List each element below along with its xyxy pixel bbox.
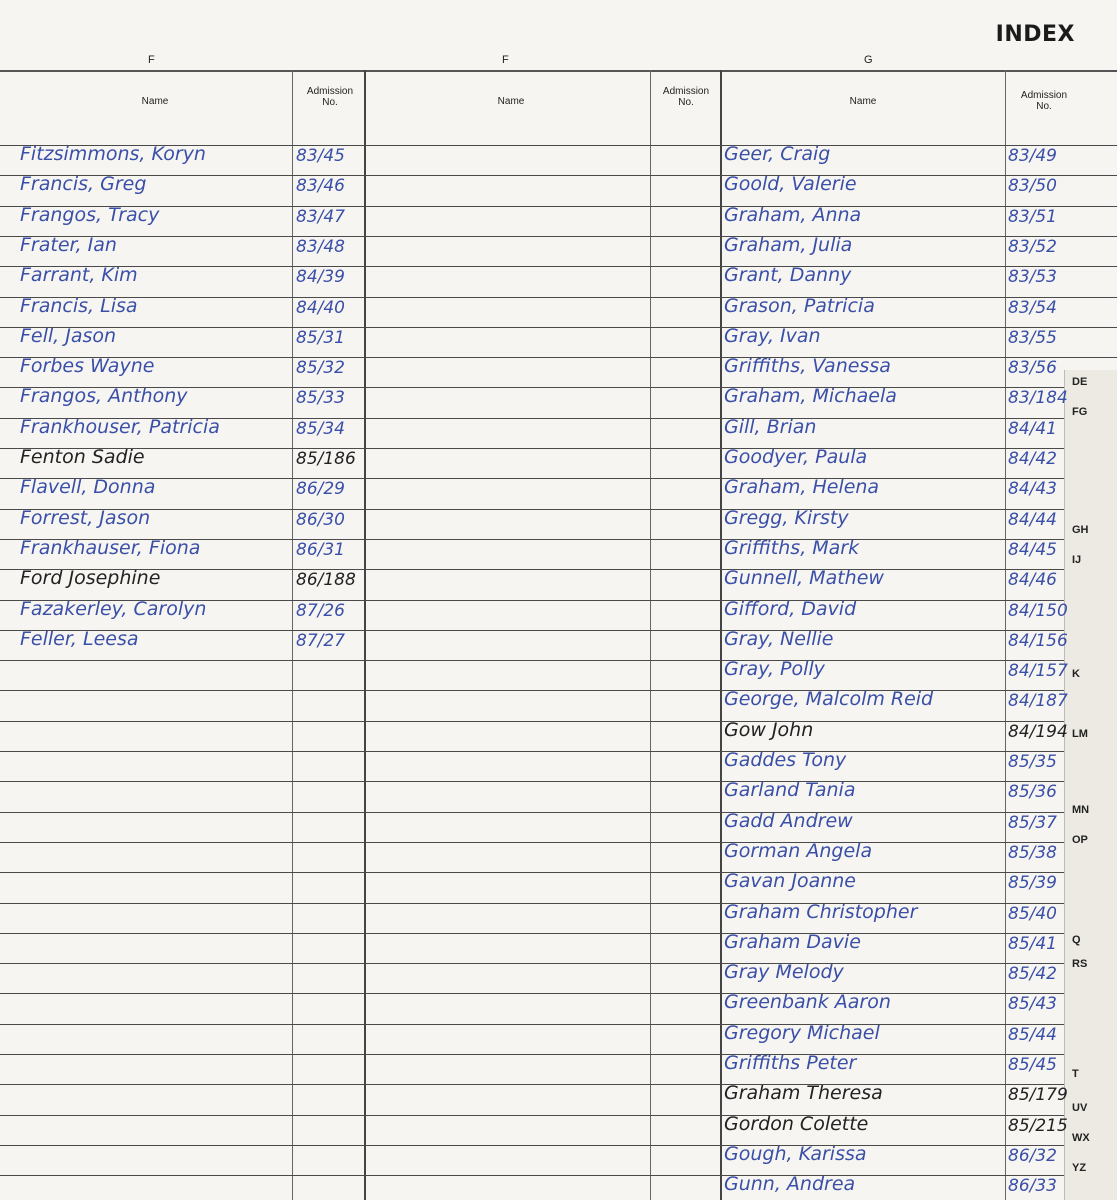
- entry-name: Gadd Andrew: [724, 810, 853, 832]
- entry-admission-number: 83/50: [1008, 176, 1057, 196]
- name-header-1: Name: [141, 96, 169, 107]
- entry-admission-number: 86/33: [1008, 1176, 1057, 1196]
- ruled-line: [0, 933, 1117, 934]
- admission-header-1: Admission No.: [306, 86, 354, 108]
- index-tab[interactable]: MN: [1072, 804, 1090, 816]
- ruled-line: [0, 1145, 1117, 1146]
- entry-name: Ford Josephine: [20, 567, 161, 589]
- entry-admission-number: 86/29: [296, 479, 345, 499]
- entry-name: Grason, Patricia: [724, 295, 875, 317]
- entry-admission-number: 85/38: [1008, 843, 1057, 863]
- ruled-line: [0, 781, 1117, 782]
- index-tab[interactable]: RS: [1072, 958, 1088, 970]
- ruled-line: [0, 1084, 1117, 1085]
- entry-name: Grant, Danny: [724, 264, 852, 286]
- entry-name: Gordon Colette: [724, 1113, 869, 1135]
- entry-name: Gough, Karissa: [724, 1143, 867, 1165]
- ruled-line: [0, 690, 1117, 691]
- entry-admission-number: 84/40: [296, 298, 345, 318]
- index-tab[interactable]: Q: [1072, 934, 1081, 946]
- ruled-line: [0, 842, 1117, 843]
- entry-admission-number: 83/52: [1008, 237, 1057, 257]
- entry-name: Fell, Jason: [20, 325, 117, 347]
- index-tab[interactable]: LM: [1072, 728, 1088, 740]
- entry-name: Griffiths, Vanessa: [724, 355, 891, 377]
- entry-admission-number: 85/37: [1008, 813, 1057, 833]
- index-tab[interactable]: FG: [1072, 406, 1088, 418]
- section-letter-3: G: [864, 54, 873, 66]
- ruled-line: [0, 812, 1117, 813]
- admission-header-2: Admission No.: [662, 86, 710, 108]
- entry-name: Fenton Sadie: [20, 446, 145, 468]
- entry-admission-number: 84/156: [1008, 631, 1068, 651]
- entry-name: George, Malcolm Reid: [724, 688, 934, 710]
- entry-name: Griffiths Peter: [724, 1052, 857, 1074]
- entry-admission-number: 84/41: [1008, 419, 1057, 439]
- entry-name: Griffiths, Mark: [724, 537, 860, 559]
- entry-admission-number: 84/150: [1008, 601, 1068, 621]
- entry-name: Francis, Greg: [20, 173, 147, 195]
- ruled-line: [0, 175, 1117, 176]
- column-divider: [720, 70, 722, 1200]
- entry-admission-number: 85/34: [296, 419, 345, 439]
- index-tab[interactable]: DE: [1072, 376, 1088, 388]
- entry-name: Forrest, Jason: [20, 507, 151, 529]
- entry-admission-number: 83/47: [296, 207, 345, 227]
- entry-admission-number: 85/39: [1008, 873, 1057, 893]
- entry-name: Graham Christopher: [724, 901, 918, 923]
- entry-admission-number: 83/51: [1008, 207, 1057, 227]
- entry-admission-number: 85/179: [1008, 1085, 1068, 1105]
- index-title: INDEX: [995, 22, 1075, 47]
- ruled-line: [0, 478, 1117, 479]
- admission-header-3: Admission No.: [1020, 90, 1068, 112]
- entry-name: Gray, Nellie: [724, 628, 834, 650]
- ruled-line: [0, 630, 1117, 631]
- entry-admission-number: 85/43: [1008, 994, 1057, 1014]
- entry-admission-number: 84/45: [1008, 540, 1057, 560]
- entry-name: Feller, Leesa: [20, 628, 139, 650]
- index-tab[interactable]: WX: [1072, 1132, 1090, 1144]
- entry-name: Frangos, Tracy: [20, 204, 160, 226]
- column-divider: [650, 70, 651, 1200]
- entry-admission-number: 83/48: [296, 237, 345, 257]
- name-header-3: Name: [849, 96, 877, 107]
- column-divider: [364, 70, 366, 1200]
- ruled-line: [0, 872, 1117, 873]
- entry-name: Greenbank Aaron: [724, 991, 891, 1013]
- entry-admission-number: 85/33: [296, 388, 345, 408]
- entry-admission-number: 84/39: [296, 267, 345, 287]
- ruled-line: [0, 327, 1117, 328]
- entry-name: Frankhouser, Patricia: [20, 416, 220, 438]
- entry-admission-number: 85/186: [296, 449, 356, 469]
- name-header-2: Name: [497, 96, 525, 107]
- entry-admission-number: 85/36: [1008, 782, 1057, 802]
- entry-name: Fazakerley, Carolyn: [20, 598, 207, 620]
- entry-admission-number: 83/46: [296, 176, 345, 196]
- ruled-line: [0, 357, 1117, 358]
- entry-name: Forbes Wayne: [20, 355, 155, 377]
- entry-admission-number: 86/188: [296, 570, 356, 590]
- entry-name: Gregg, Kirsty: [724, 507, 849, 529]
- entry-name: Gunnell, Mathew: [724, 567, 884, 589]
- column-divider: [1005, 70, 1006, 1200]
- entry-name: Gregory Michael: [724, 1022, 880, 1044]
- index-tab[interactable]: UV: [1072, 1102, 1088, 1114]
- entry-admission-number: 86/32: [1008, 1146, 1057, 1166]
- index-tab[interactable]: K: [1072, 668, 1080, 680]
- entry-admission-number: 84/194: [1008, 722, 1068, 742]
- entry-name: Gray Melody: [724, 961, 844, 983]
- index-tab[interactable]: OP: [1072, 834, 1088, 846]
- index-tab[interactable]: YZ: [1072, 1162, 1087, 1174]
- entry-name: Graham, Anna: [724, 204, 862, 226]
- entry-name: Graham, Michaela: [724, 385, 897, 407]
- index-tab[interactable]: IJ: [1072, 554, 1082, 566]
- entry-name: Graham, Julia: [724, 234, 853, 256]
- entry-name: Frankhauser, Fiona: [20, 537, 201, 559]
- entry-admission-number: 87/27: [296, 631, 345, 651]
- entry-admission-number: 85/44: [1008, 1025, 1057, 1045]
- column-divider: [292, 70, 293, 1200]
- entry-name: Graham Theresa: [724, 1082, 883, 1104]
- ruled-line: [0, 448, 1117, 449]
- entry-name: Goodyer, Paula: [724, 446, 868, 468]
- entry-name: Fitzsimmons, Koryn: [20, 143, 206, 165]
- entry-name: Gunn, Andrea: [724, 1173, 856, 1195]
- entry-name: Geer, Craig: [724, 143, 831, 165]
- entry-admission-number: 84/42: [1008, 449, 1057, 469]
- entry-name: Gavan Joanne: [724, 870, 856, 892]
- entry-admission-number: 84/43: [1008, 479, 1057, 499]
- ruled-line: [0, 660, 1117, 661]
- ruled-line: [0, 751, 1117, 752]
- index-tab[interactable]: GH: [1072, 524, 1089, 536]
- ruled-line: [0, 1054, 1117, 1055]
- entry-admission-number: 87/26: [296, 601, 345, 621]
- entry-name: Graham Davie: [724, 931, 861, 953]
- entry-name: Gray, Ivan: [724, 325, 821, 347]
- entry-name: Francis, Lisa: [20, 295, 138, 317]
- entry-name: Flavell, Donna: [20, 476, 156, 498]
- entry-admission-number: 85/40: [1008, 904, 1057, 924]
- entry-admission-number: 84/46: [1008, 570, 1057, 590]
- entry-name: Gow John: [724, 719, 814, 741]
- entry-admission-number: 86/31: [296, 540, 345, 560]
- entry-admission-number: 85/45: [1008, 1055, 1057, 1075]
- entry-admission-number: 85/41: [1008, 934, 1057, 954]
- entry-admission-number: 83/53: [1008, 267, 1057, 287]
- entry-name: Farrant, Kim: [20, 264, 138, 286]
- ruled-line: [0, 206, 1117, 207]
- ruled-line: [0, 266, 1117, 267]
- index-tab[interactable]: T: [1072, 1068, 1079, 1080]
- entry-name: Goold, Valerie: [724, 173, 857, 195]
- entry-admission-number: 83/54: [1008, 298, 1057, 318]
- entry-name: Gaddes Tony: [724, 749, 847, 771]
- entry-admission-number: 85/42: [1008, 964, 1057, 984]
- header-rule: [0, 70, 1117, 72]
- section-letter-2: F: [502, 54, 509, 66]
- ruled-line: [0, 721, 1117, 722]
- entry-admission-number: 83/55: [1008, 328, 1057, 348]
- entry-name: Graham, Helena: [724, 476, 880, 498]
- entry-admission-number: 85/32: [296, 358, 345, 378]
- entry-admission-number: 85/215: [1008, 1116, 1068, 1136]
- entry-name: Gill, Brian: [724, 416, 817, 438]
- ruled-line: [0, 569, 1117, 570]
- entry-name: Garland Tania: [724, 779, 856, 801]
- section-letter-1: F: [148, 54, 155, 66]
- entry-admission-number: 83/45: [296, 146, 345, 166]
- ruled-line: [0, 1115, 1117, 1116]
- entry-admission-number: 86/30: [296, 510, 345, 530]
- entry-admission-number: 85/31: [296, 328, 345, 348]
- ruled-line: [0, 1024, 1117, 1025]
- ruled-line: [0, 509, 1117, 510]
- ruled-line: [0, 236, 1117, 237]
- ruled-line: [0, 297, 1117, 298]
- entry-admission-number: 84/157: [1008, 661, 1068, 681]
- entry-admission-number: 83/184: [1008, 388, 1068, 408]
- ruled-line: [0, 963, 1117, 964]
- entry-admission-number: 83/56: [1008, 358, 1057, 378]
- entry-name: Frangos, Anthony: [20, 385, 188, 407]
- entry-name: Gorman Angela: [724, 840, 873, 862]
- entry-name: Frater, Ian: [20, 234, 117, 256]
- ruled-line: [0, 993, 1117, 994]
- entry-admission-number: 83/49: [1008, 146, 1057, 166]
- ruled-line: [0, 903, 1117, 904]
- ruled-line: [0, 1175, 1117, 1176]
- entry-admission-number: 85/35: [1008, 752, 1057, 772]
- entry-name: Gray, Polly: [724, 658, 825, 680]
- entry-admission-number: 84/44: [1008, 510, 1057, 530]
- entry-name: Gifford, David: [724, 598, 857, 620]
- entry-admission-number: 84/187: [1008, 691, 1068, 711]
